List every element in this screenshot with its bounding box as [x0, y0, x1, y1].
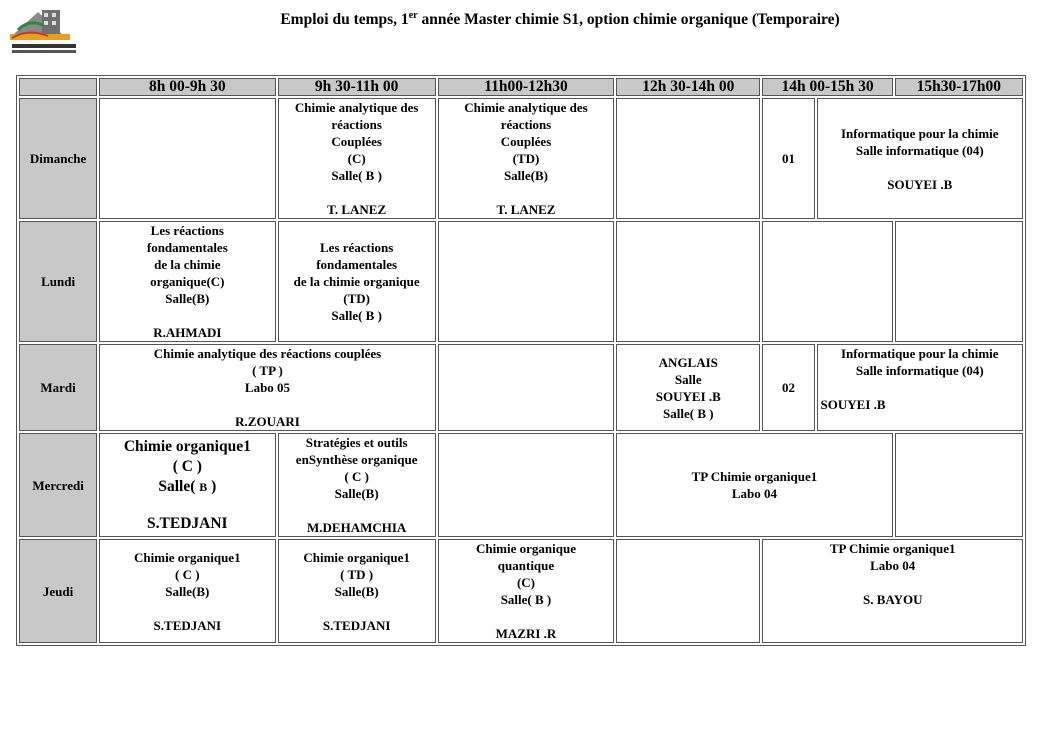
- group-number-cell: 02: [762, 344, 814, 431]
- course-cell: Stratégies et outils enSynthèse organique ( C ) Salle(B) M.DEHAMCHIA: [278, 433, 436, 537]
- slot-header: 9h 30-11h 00: [278, 78, 436, 96]
- slot-header: 14h 00-15h 30: [762, 78, 892, 96]
- course-cell: Les réactions fondamentales de la chimie organique(C) Salle(B) R.AHMADI: [99, 221, 275, 342]
- day-row: [19, 98, 1023, 219]
- course-cell: Chimie analytique des réactions couplées ( TP ) Labo 05 R.ZOUARI: [99, 344, 436, 431]
- day-label: Lundi: [19, 221, 97, 342]
- header-row: [19, 78, 1023, 96]
- course-cell: Informatique pour la chimie Salle informatique (04) SOUYEI .B: [817, 344, 1023, 431]
- course-cell: Chimie analytique des réactions Couplées (TD) Salle(B) T. LANEZ: [438, 98, 614, 219]
- day-label: Mardi: [19, 344, 97, 431]
- empty-cell: [895, 221, 1023, 342]
- day-label: Dimanche: [19, 98, 97, 219]
- empty-cell: [99, 98, 275, 219]
- course-cell: TP Chimie organique1 Labo 04: [616, 433, 893, 537]
- course-cell: Chimie organique quantique (C) Salle( B ) MAZRI .R: [438, 539, 614, 643]
- slot-header: 12h 30-14h 00: [616, 78, 760, 96]
- corner-cell: [19, 78, 97, 96]
- course-cell: Chimie organique1 ( C ) Salle( B ) S.TEDJANI: [99, 433, 275, 537]
- day-row: [19, 539, 1023, 643]
- course-cell: Chimie organique1 ( C ) Salle(B) S.TEDJANI: [99, 539, 275, 643]
- university-logo-icon: [8, 4, 80, 60]
- empty-cell: [616, 539, 760, 643]
- day-label: Jeudi: [19, 539, 97, 643]
- empty-cell: [762, 221, 892, 342]
- course-cell: Chimie analytique des réactions Couplées (C) Salle( B ) T. LANEZ: [278, 98, 436, 219]
- course-cell: TP Chimie organique1 Labo 04 S. BAYOU: [762, 539, 1023, 643]
- course-cell: Chimie organique1 ( TD ) Salle(B) S.TEDJANI: [278, 539, 436, 643]
- empty-cell: [438, 433, 614, 537]
- course-cell: Informatique pour la chimie Salle informatique (04) SOUYEI .B: [817, 98, 1023, 219]
- group-number-cell: 01: [762, 98, 814, 219]
- slot-header: 8h 00-9h 30: [99, 78, 275, 96]
- day-row: [19, 344, 1023, 431]
- day-row: [19, 433, 1023, 537]
- page-title: Emploi du temps, 1er année Master chimie S1, option chimie organique (Temporaire): [280, 10, 840, 29]
- empty-cell: [438, 221, 614, 342]
- course-cell: ANGLAIS Salle SOUYEI .B Salle( B ): [616, 344, 760, 431]
- empty-cell: [895, 433, 1023, 537]
- day-row: [19, 221, 1023, 342]
- slot-header: 11h00-12h30: [438, 78, 614, 96]
- empty-cell: [438, 344, 614, 431]
- course-cell: Les réactions fondamentales de la chimie organique (TD) Salle( B ): [278, 221, 436, 342]
- day-label: Mercredi: [19, 433, 97, 537]
- empty-cell: [616, 98, 760, 219]
- timetable: [16, 75, 1026, 646]
- empty-cell: [616, 221, 760, 342]
- slot-header: 15h30-17h00: [895, 78, 1023, 96]
